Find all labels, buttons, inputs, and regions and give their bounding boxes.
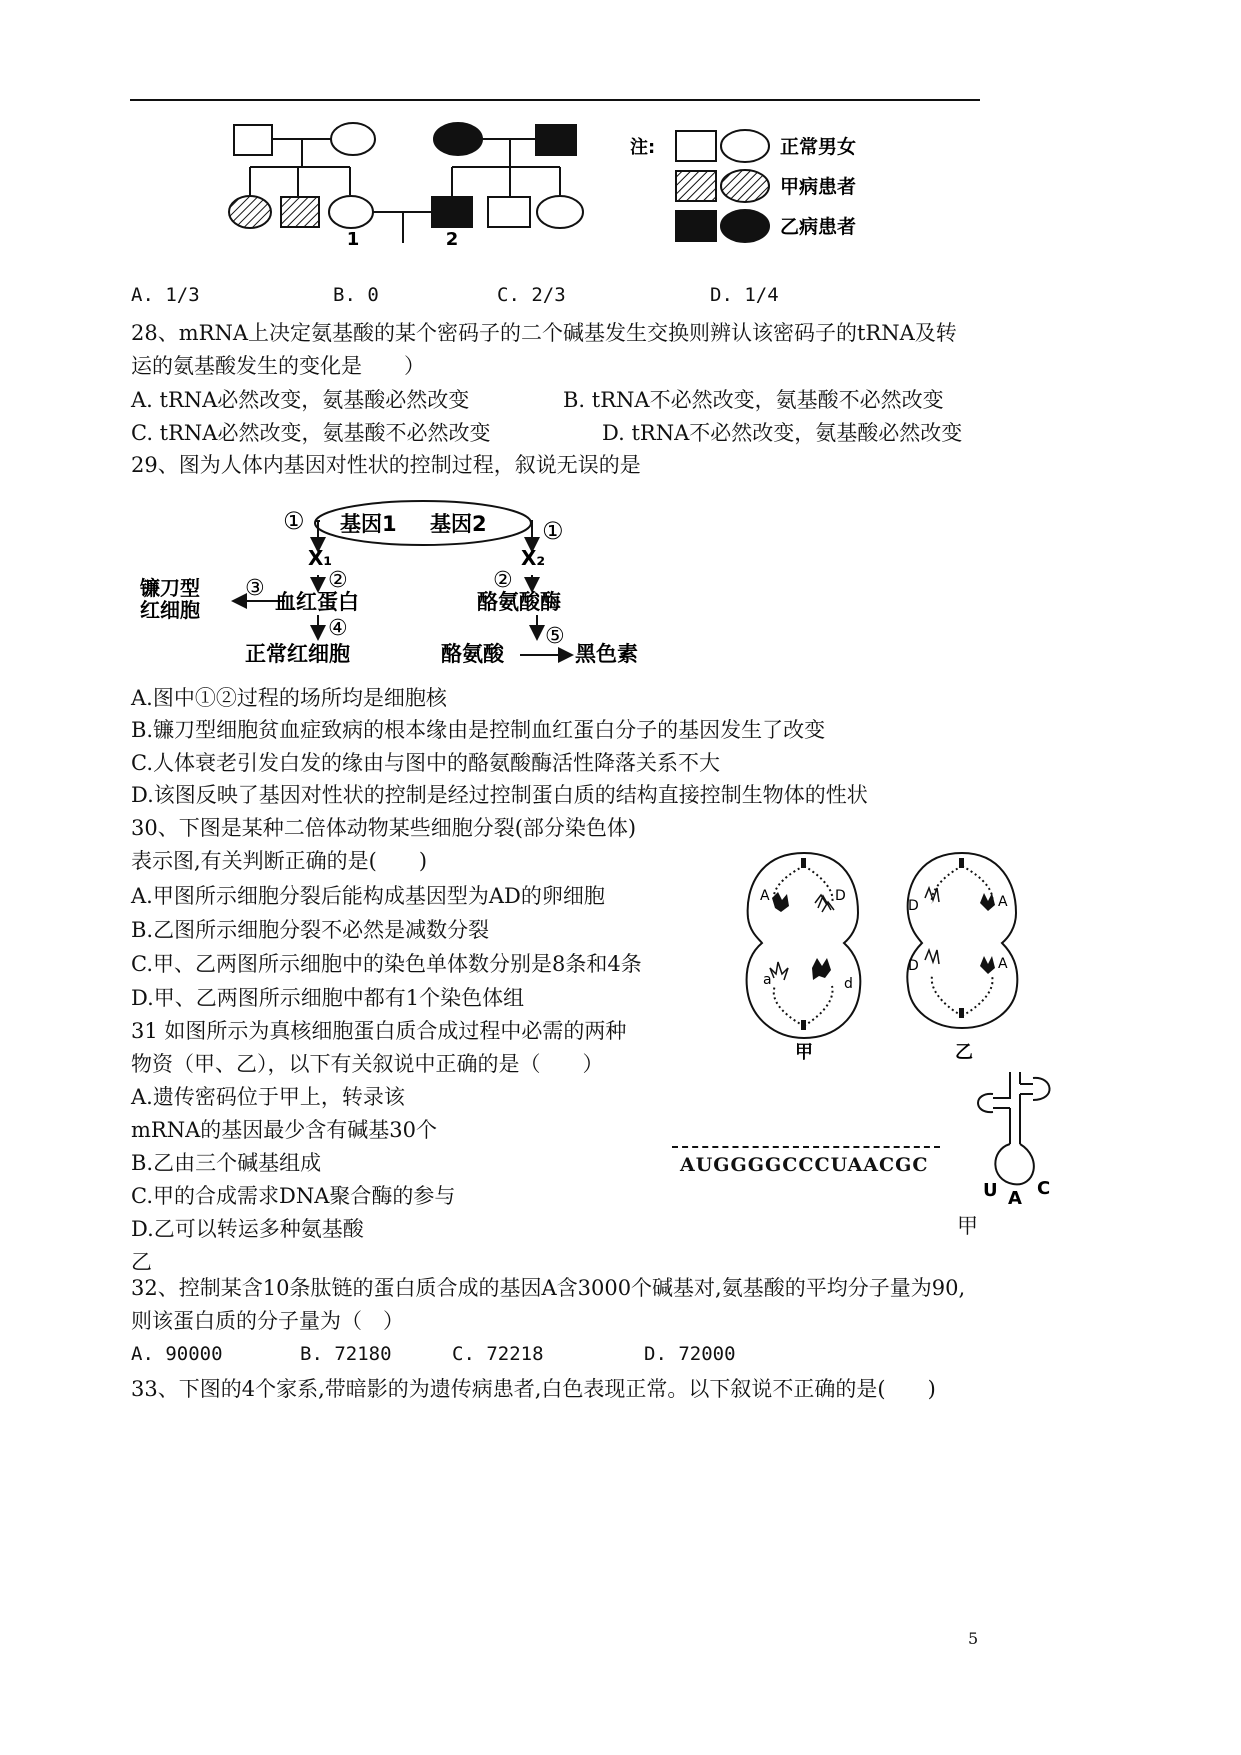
q29-option-c: C.人体衰老引发白发的缘由与图中的酪氨酸酶活性降落关系不大 <box>131 751 720 775</box>
pedigree-female-disease-b <box>434 123 482 155</box>
pedigree-chart <box>220 115 900 255</box>
cell-jia-pole-bottom <box>801 1020 806 1030</box>
trna-diagram <box>965 1072 1075 1212</box>
diagram-normal-rbc: 正常红细胞 <box>245 642 350 666</box>
cell-jia-label-d: d <box>844 976 853 992</box>
chromosome-jia-A <box>772 892 789 912</box>
pedigree-male-disease-a <box>281 197 319 227</box>
chromosome-yi-D-bottom <box>925 950 939 964</box>
cell-yi-label-A-bottom: A <box>998 956 1008 972</box>
cell-jia-label-D: D <box>835 888 846 904</box>
anticodon-c: C <box>1037 1178 1051 1199</box>
diagram-gene2: 基因2 <box>430 512 487 536</box>
diagram-step2-left: ② <box>328 568 348 593</box>
pedigree-female-1 <box>329 196 373 228</box>
q31-stem-line1: 31 如图所示为真核细胞蛋白质合成过程中必需的两种 <box>131 1019 627 1043</box>
q30-option-d: D.甲、乙两图所示细胞中都有1个染色体组 <box>131 986 525 1010</box>
cell-yi-membrane <box>907 853 1017 1028</box>
q31-label-jia: 甲 <box>957 1214 978 1238</box>
diagram-step1-left: ① <box>283 507 305 535</box>
cell-jia-label-A: A <box>760 888 770 904</box>
q31-option-a-line1: A.遗传密码位于甲上，转录该 <box>131 1085 405 1109</box>
q27-option-d: D. 1/4 <box>710 284 779 306</box>
q28-option-a: A. tRNA必然改变，氨基酸必然改变 <box>131 388 470 412</box>
pedigree-male-2-disease-b <box>432 197 472 227</box>
mrna-sequence: AUGGGGCCCUAACGC <box>680 1154 929 1176</box>
diagram-sickle-line1: 镰刀型 <box>140 576 200 600</box>
cell-yi-pole-top <box>959 858 964 868</box>
q31-label-yi: 乙 <box>131 1250 152 1274</box>
q28-stem-line2: 运的氨基酸发生的变化是 ） <box>131 354 425 378</box>
legend-disease-a-label: 甲病患者 <box>780 176 857 198</box>
q31-option-b: B.乙由三个碱基组成 <box>131 1151 322 1175</box>
q28-option-b: B. tRNA不必然改变，氨基酸不必然改变 <box>563 388 944 412</box>
legend-disease-a-female <box>721 170 769 202</box>
legend-normal-label: 正常男女 <box>780 136 857 158</box>
q29-option-a: A.图中①②过程的场所均是细胞核 <box>131 686 447 710</box>
diagram-x1: X₁ <box>308 546 333 570</box>
chromosome-yi-A-top <box>980 893 995 911</box>
q32-option-b: B. 72180 <box>300 1343 392 1365</box>
diagram-tyrosinase: 酪氨酸酶 <box>477 590 561 614</box>
chromosome-jia-D <box>815 895 834 912</box>
diagram-melanin: 黑色素 <box>575 642 638 666</box>
q28-option-d: D. tRNA不必然改变，氨基酸必然改变 <box>602 421 963 445</box>
q32-stem-line1: 32、控制某含10条肽链的蛋白质合成的基因A含3000个碱基对,氨基酸的平均分子量为90, <box>131 1276 966 1300</box>
q29-stem: 29、图为人体内基因对性状的控制过程，叙说无误的是 <box>131 453 641 477</box>
cell-yi-label-D-top: D <box>908 898 919 914</box>
q30-option-c: C.甲、乙两图所示细胞中的染色单体数分别是8条和4条 <box>131 952 642 976</box>
q29-option-d: D.该图反映了基因对性状的控制是经过控制蛋白质的结构直接控制生物体的性状 <box>131 783 868 807</box>
q31-stem-line2: 物资（甲、乙），以下有关叙说中正确的是（ ） <box>131 1052 604 1076</box>
legend-normal-male <box>676 131 716 161</box>
legend-disease-b-label: 乙病患者 <box>780 216 857 238</box>
legend-disease-a-male <box>676 171 716 201</box>
cell-jia-caption: 甲 <box>795 1042 813 1063</box>
q30-stem-line2: 表示图,有关判断正确的是( ) <box>131 849 428 873</box>
q33-stem: 33、下图的4个家系,带暗影的为遗传病患者,白色表现正常。以下叙说不正确的是( ) <box>131 1377 936 1401</box>
page-number: 5 <box>968 1629 979 1648</box>
cell-division-diagram <box>740 848 1070 1063</box>
q31-option-a-line2: mRNA的基因最少含有碱基30个 <box>131 1118 437 1142</box>
q30-option-a: A.甲图所示细胞分裂后能构成基因型为AD的卵细胞 <box>131 884 605 908</box>
pedigree-male-normal <box>234 125 272 155</box>
cell-jia-membrane <box>747 853 861 1038</box>
q31-option-c: C.甲的合成需求DNA聚合酶的参与 <box>131 1184 456 1208</box>
anticodon-a: A <box>1008 1188 1022 1209</box>
gene-control-diagram <box>135 497 675 677</box>
diagram-step5: ⑤ <box>545 624 565 649</box>
legend-disease-b-female <box>721 210 769 242</box>
pedigree-label-2: 2 <box>445 229 459 250</box>
diagram-gene1: 基因1 <box>340 512 397 536</box>
cell-yi-label-D-bottom: D <box>908 958 919 974</box>
q30-option-b: B.乙图所示细胞分裂不必然是减数分裂 <box>131 918 490 942</box>
legend-disease-b-male <box>676 211 716 241</box>
chromosome-jia-d <box>812 958 831 980</box>
cell-yi-caption: 乙 <box>955 1042 973 1063</box>
q28-option-c: C. tRNA必然改变，氨基酸不必然改变 <box>131 421 491 445</box>
diagram-step3: ③ <box>245 576 265 601</box>
cell-jia-pole-top <box>801 858 806 868</box>
chromosome-yi-D-top <box>925 888 939 902</box>
mrna-strand-line <box>672 1146 940 1148</box>
cell-yi-pole-bottom <box>959 1008 964 1018</box>
q32-option-c: C. 72218 <box>452 1343 544 1365</box>
q32-option-a: A. 90000 <box>131 1343 223 1365</box>
legend-note: 注: <box>630 137 656 158</box>
q31-option-d: D.乙可以转运多种氨基酸 <box>131 1217 364 1241</box>
cell-yi-label-A-top: A <box>998 894 1008 910</box>
pedigree-female-disease-a <box>229 196 271 228</box>
pedigree-label-1: 1 <box>346 229 360 250</box>
diagram-tyrosine: 酪氨酸 <box>441 642 504 666</box>
diagram-step1-right: ① <box>542 517 564 545</box>
q28-stem-line1: 28、mRNA上决定氨基酸的某个密码子的二个碱基发生交换则辨认该密码子的tRNA及转 <box>131 321 957 345</box>
q32-option-d: D. 72000 <box>644 1343 736 1365</box>
pedigree-male-normal-2 <box>488 197 530 227</box>
chromosome-yi-A-bottom <box>980 956 995 974</box>
q32-stem-line2: 则该蛋白质的分子量为（ ） <box>131 1309 404 1333</box>
header-rule <box>130 99 980 101</box>
pedigree-male-disease-b <box>536 125 576 155</box>
diagram-sickle-line2: 红细胞 <box>140 598 200 622</box>
q30-stem-line1: 30、下图是某种二倍体动物某些细胞分裂(部分染色体) <box>131 816 637 840</box>
diagram-hemoglobin: 血红蛋白 <box>275 590 359 614</box>
legend-normal-female <box>721 130 769 162</box>
chromosome-jia-a <box>770 962 788 980</box>
diagram-x2: X₂ <box>521 546 546 570</box>
diagram-step2-right: ② <box>493 568 513 593</box>
q27-option-c: C. 2/3 <box>497 284 566 306</box>
q29-option-b: B.镰刀型细胞贫血症致病的根本缘由是控制血红蛋白分子的基因发生了改变 <box>131 718 826 742</box>
diagram-step4: ④ <box>328 616 348 641</box>
q27-option-b: B. 0 <box>333 284 379 306</box>
pedigree-female-normal-2 <box>537 196 583 228</box>
anticodon-u: U <box>983 1180 998 1201</box>
q27-option-a: A. 1/3 <box>131 284 200 306</box>
pedigree-female-normal <box>331 123 375 155</box>
cell-jia-label-a: a <box>763 972 772 988</box>
